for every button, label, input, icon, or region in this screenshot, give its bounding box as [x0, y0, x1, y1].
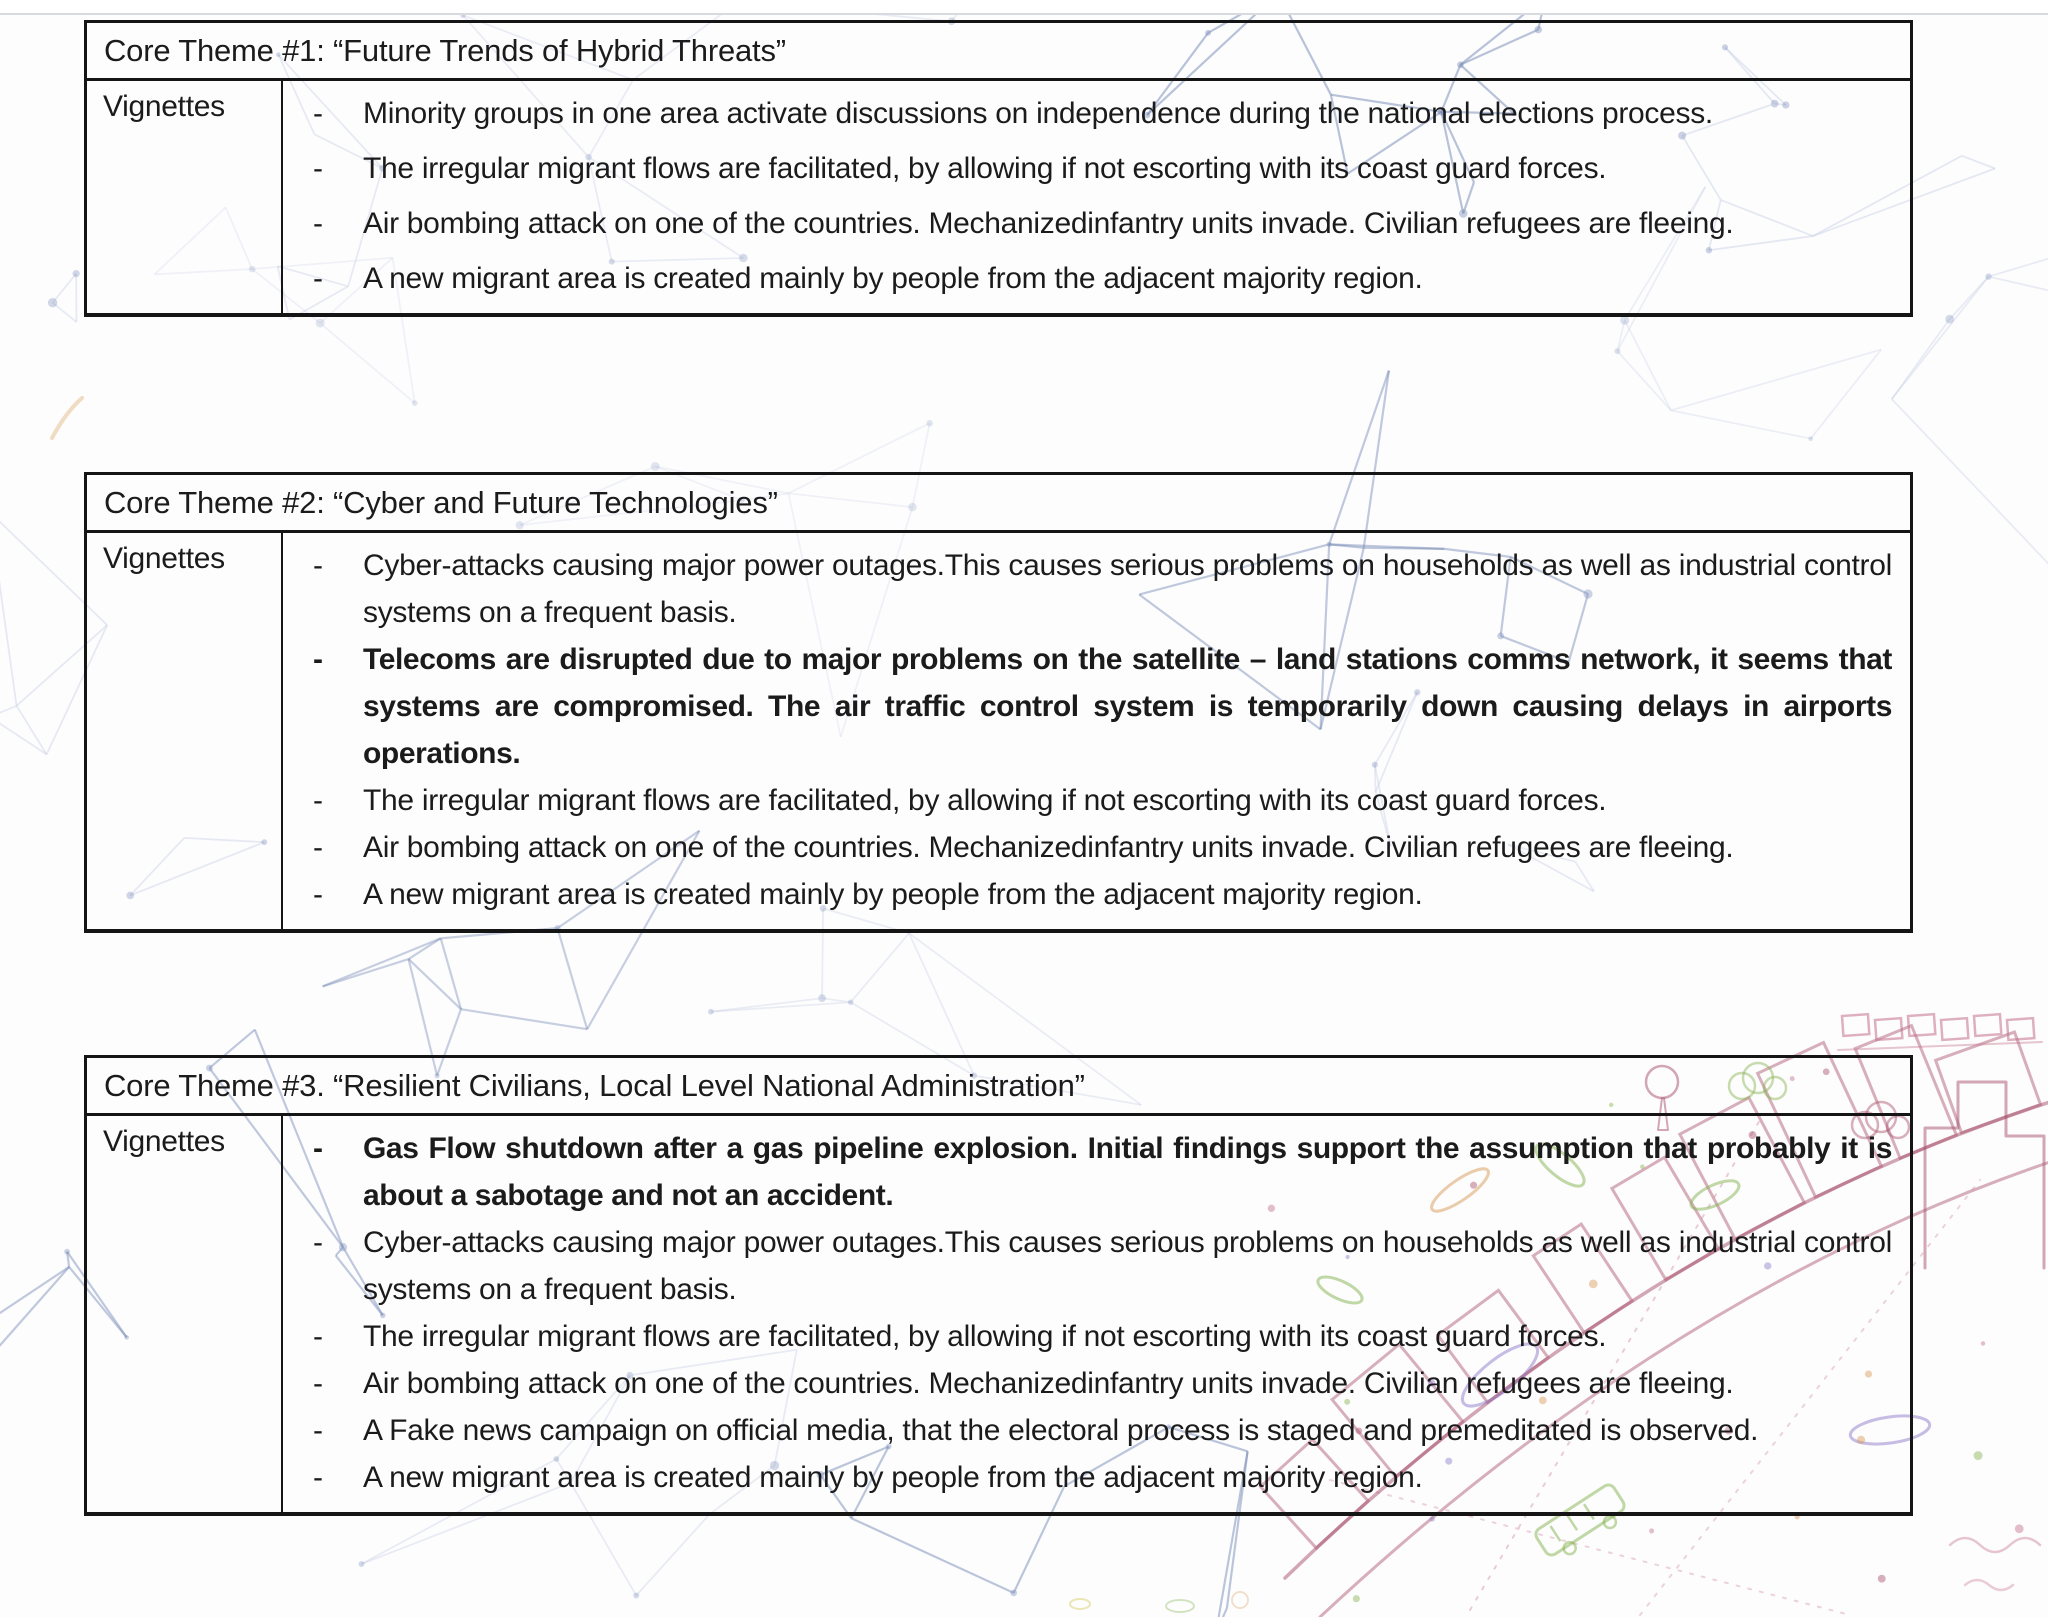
- bullet-dash: -: [313, 1367, 323, 1400]
- vignette-text: Gas Flow shutdown after a gas pipeline explosion. Initial findings support the assumption that probably it is about a sabotage and not an accident.: [363, 1132, 1892, 1212]
- bullet-dash: -: [313, 1320, 323, 1353]
- vignette-text: Air bombing attack on one of the countries. Mechanizedinfantry units invade. Civilian refugees are fleeing.: [363, 207, 1734, 240]
- vignette-text: A new migrant area is created mainly by people from the adjacent majority region.: [363, 878, 1423, 911]
- vignette-item: [283, 145, 1896, 192]
- bullet-dash: -: [313, 549, 323, 582]
- vignette-text: Minority groups in one area activate discussions on independence during the national elections process.: [363, 97, 1713, 130]
- bullet-dash: -: [313, 1461, 323, 1494]
- core-theme-2-table: [84, 472, 1913, 933]
- vignette-text: The irregular migrant flows are facilitated, by allowing if not escorting with its coast guard forces.: [363, 1320, 1607, 1353]
- vignette-item: [283, 636, 1896, 777]
- vignettes-row-label: Vignettes: [87, 533, 283, 929]
- vignette-text: A Fake news campaign on official media, that the electoral process is staged and premeditated is observed.: [363, 1414, 1759, 1447]
- bullet-dash: -: [313, 152, 323, 185]
- vignette-text: Telecoms are disrupted due to major problems on the satellite – land stations comms network, it seems that systems are compromised. The air traffic control system is temporarily down causing delays in airports operations.: [363, 643, 1892, 770]
- vignette-item: [283, 824, 1896, 871]
- vignette-text: Air bombing attack on one of the countries. Mechanizedinfantry units invade. Civilian refugees are fleeing.: [363, 1367, 1734, 1400]
- vignettes-list: [283, 533, 1910, 929]
- core-theme-1-table: [84, 20, 1913, 317]
- core-theme-3-table: [84, 1055, 1913, 1516]
- vignette-text: The irregular migrant flows are facilitated, by allowing if not escorting with its coast guard forces.: [363, 152, 1607, 185]
- vignette-item: [283, 1219, 1896, 1313]
- core-theme-3-title: Core Theme #3. “Resilient Civilians, Local Level National Administration”: [87, 1058, 1910, 1116]
- vignettes-list: [283, 81, 1910, 313]
- vignette-item: [283, 1407, 1896, 1454]
- bullet-dash: -: [313, 207, 323, 240]
- vignette-text: Air bombing attack on one of the countries. Mechanizedinfantry units invade. Civilian refugees are fleeing.: [363, 831, 1734, 864]
- vignette-text: Cyber-attacks causing major power outages.This causes serious problems on households as well as industrial control systems on a frequent basis.: [363, 549, 1892, 629]
- bullet-dash: -: [313, 643, 323, 676]
- vignette-text: Cyber-attacks causing major power outages.This causes serious problems on households as well as industrial control systems on a frequent basis.: [363, 1226, 1892, 1306]
- bullet-dash: -: [313, 784, 323, 817]
- vignette-text: A new migrant area is created mainly by people from the adjacent majority region.: [363, 262, 1423, 295]
- bullet-dash: -: [313, 1132, 323, 1165]
- bullet-dash: -: [313, 1414, 323, 1447]
- vignette-item: [283, 871, 1896, 918]
- vignette-text: The irregular migrant flows are facilitated, by allowing if not escorting with its coast guard forces.: [363, 784, 1607, 817]
- vignette-item: [283, 200, 1896, 247]
- bullet-dash: -: [313, 262, 323, 295]
- vignette-text: A new migrant area is created mainly by people from the adjacent majority region.: [363, 1461, 1423, 1494]
- vignette-item: [283, 1125, 1896, 1219]
- vignette-item: [283, 90, 1896, 137]
- vignette-item: [283, 255, 1896, 302]
- vignettes-list: [283, 1116, 1910, 1512]
- vignette-item: [283, 1313, 1896, 1360]
- vignette-item: [283, 1360, 1896, 1407]
- vignettes-row-label: Vignettes: [87, 1116, 283, 1512]
- vignettes-row-label: Vignettes: [87, 81, 283, 313]
- core-theme-2-title: Core Theme #2: “Cyber and Future Technologies”: [87, 475, 1910, 533]
- vignette-item: [283, 1454, 1896, 1501]
- bullet-dash: -: [313, 1226, 323, 1259]
- core-theme-1-title: Core Theme #1: “Future Trends of Hybrid Threats”: [87, 23, 1910, 81]
- vignette-item: [283, 777, 1896, 824]
- page-top-edge: [0, 0, 2048, 15]
- bullet-dash: -: [313, 97, 323, 130]
- vignette-item: [283, 542, 1896, 636]
- bullet-dash: -: [313, 831, 323, 864]
- bullet-dash: -: [313, 878, 323, 911]
